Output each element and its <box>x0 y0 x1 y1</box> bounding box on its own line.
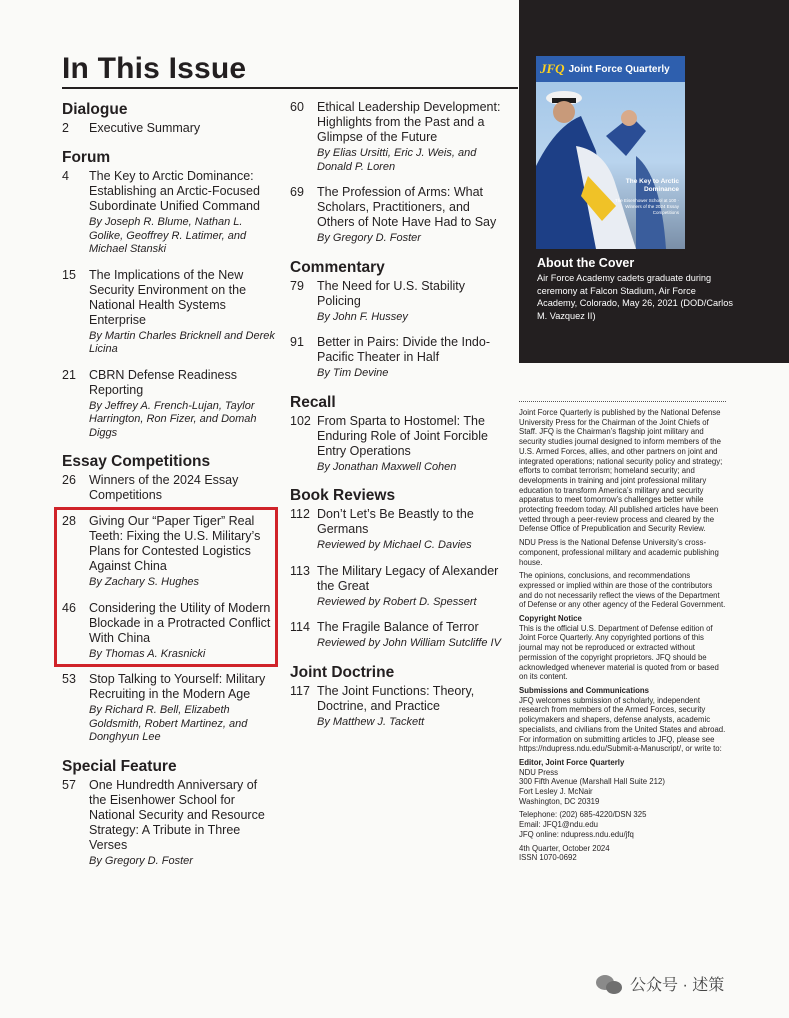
wechat-icon <box>596 973 624 995</box>
page-number: 114 <box>290 620 310 634</box>
page-number: 79 <box>290 278 304 293</box>
section-heading: Commentary <box>290 258 385 276</box>
entry-body <box>89 473 277 503</box>
article-title: Better in Pairs: Divide the Indo-Pacific Theater in Half <box>317 335 490 364</box>
page-number: 117 <box>290 683 310 698</box>
toc-entry[interactable] <box>290 507 505 553</box>
article-author: By Tim Devine <box>317 367 389 379</box>
article-author: By Jonathan Maxwell Cohen <box>317 460 457 473</box>
article-title: CBRN Defense Readiness Reporting <box>89 367 237 397</box>
section-heading: Recall <box>290 393 336 411</box>
editor-address <box>519 768 727 807</box>
toc-section <box>62 757 277 869</box>
submissions-text: JFQ welcomes submission of scholarly, independent research from members of the Armed Forces, security policymakers and shapers, defense analysts, academic specialists, and civilians from the United States and abroad. For information on submitting articles to JFQ, please see https://ndupress.ndu.edu/Submit-a-Manuscript/, or write to: <box>519 695 726 754</box>
section-heading: Dialogue <box>62 101 128 118</box>
toc-entry[interactable] <box>62 169 277 257</box>
toc-entry[interactable] <box>290 279 505 325</box>
colophon-disclaimer: The opinions, conclusions, and recommendations expressed or implied within are those of the contributors and do not necessarily reflect the views of the Department of Defense or any other agency of the Federal Government. <box>519 571 726 610</box>
toc-entry[interactable] <box>290 100 505 174</box>
title-rule <box>62 87 518 89</box>
toc-section <box>290 100 505 246</box>
toc-entry[interactable] <box>62 121 277 136</box>
entry-body <box>89 121 277 136</box>
toc-section <box>62 100 277 136</box>
entry-body <box>317 414 505 475</box>
section-heading: Special Feature <box>62 757 177 775</box>
colophon-intro: Joint Force Quarterly is published by the National Defense University Press for the Chairman of the Joint Chiefs of Staff. JFQ is the Chairman’s flagship joint military and security studies journal designed to inform members of the U.S. Armed Forces, allies, and other partners on joint and integrated operations; national security policy and strategy; efforts to combat terrorism; homeland security; and developments in training and joint professional military education to transform America’s military and security apparatus to meet tomorrow’s challenges better while protecting freedom today. All published articles have been vetted through a peer-review process and cleared by the Defense Office of Prepublication and Security Review. <box>519 408 723 534</box>
page-number: 112 <box>290 507 310 521</box>
toc-entry[interactable] <box>62 368 277 441</box>
submissions-heading: Submissions and Communications <box>519 685 649 695</box>
article-title: One Hundredth Anniversary of the Eisenhower School for National Security and Resource Strategy: A Tribute in Three Verses <box>89 777 265 852</box>
article-title: The Profession of Arms: What Scholars, Practitioners, and Others of Note Have Had to Say <box>317 185 497 229</box>
issn: ISSN 1070-0692 <box>519 853 577 863</box>
article-author: By Martin Charles Bricknell and Derek Licina <box>89 329 275 355</box>
entry-body <box>89 368 277 441</box>
colophon <box>519 408 727 867</box>
entry-body <box>317 335 505 381</box>
article-title: Ethical Leadership Development: Highlights from the Past and a Glimpse of the Future <box>317 100 501 144</box>
copyright-text: This is the official U.S. Department of Defense edition of Joint Force Quarterly. Any copyrighted portions of this journal may not be reproduced or extracted without permission of the copyright proprietors. JFQ should be acknowledged whenever material is quoted from or based on its content. <box>519 623 719 682</box>
copyright-heading: Copyright Notice <box>519 614 582 624</box>
entry-body <box>317 185 505 246</box>
entry-body <box>317 620 505 651</box>
about-cover-text: Air Force Academy cadets graduate during ceremony at Falcon Stadium, Air Force Academy, Colorado, May 26, 2021 (DOD/Carlos M. Vazquez II) <box>537 273 733 321</box>
toc-entry[interactable] <box>62 672 277 745</box>
article-author: By Richard R. Bell, Elizabeth Goldsmith, Robert Martinez, and Donghyun Lee <box>89 704 248 743</box>
page-number: 26 <box>62 473 76 487</box>
page-number: 2 <box>62 121 69 135</box>
address-line: Fort Lesley J. McNair <box>519 787 593 797</box>
article-title: Winners of the 2024 Essay Competitions <box>89 473 239 502</box>
highlight-box <box>54 507 278 667</box>
page-number: 15 <box>62 267 76 282</box>
entry-body <box>317 684 505 730</box>
cover-headline: The Key to Arctic Dominance <box>625 178 679 193</box>
page-number: 60 <box>290 100 304 114</box>
toc-entry[interactable] <box>290 335 505 381</box>
article-author: Reviewed by Robert D. Spessert <box>317 595 477 608</box>
editor-heading: Editor, Joint Force Quarterly <box>519 757 625 767</box>
article-title: Giving Our “Paper Tiger” Real Teeth: Fixing the U.S. Military’s Plans for Contested Logistics Against China <box>89 514 261 573</box>
contact-email: Email: JFQ1@ndu.edu <box>519 820 598 830</box>
editor-contact <box>519 810 727 839</box>
entry-body <box>89 169 277 257</box>
toc-entry[interactable] <box>62 473 277 503</box>
toc-entry[interactable] <box>290 185 505 246</box>
section-heading: Forum <box>62 149 111 166</box>
toc-section <box>290 258 505 381</box>
toc-entry[interactable] <box>290 684 505 730</box>
cover-image <box>536 56 685 249</box>
article-title: Executive Summary <box>89 121 201 135</box>
toc-entry[interactable] <box>62 268 277 357</box>
contact-website: JFQ online: ndupress.ndu.edu/jfq <box>519 829 634 839</box>
article-title: The Implications of the New Security Environment on the National Health Systems Enterprise <box>89 267 247 327</box>
toc-section <box>290 486 505 651</box>
colophon-ndu-press: NDU Press is the National Defense University’s cross-component, professional military and academic publishing house. <box>519 538 719 567</box>
article-title: The Fragile Balance of Terror <box>317 620 479 634</box>
article-author: By Zachary S. Hughes <box>89 576 200 588</box>
toc-middle-column <box>290 100 505 741</box>
article-title: The Joint Functions: Theory, Doctrine, and Practice <box>317 683 475 713</box>
page-number: 113 <box>290 563 310 578</box>
section-heading: Joint Doctrine <box>290 663 395 681</box>
article-author: By Matthew J. Tackett <box>317 715 425 728</box>
article-title: The Need for U.S. Stability Policing <box>317 278 465 308</box>
entry-body <box>89 672 277 745</box>
section-heading: Essay Competitions <box>62 453 211 470</box>
address-line: NDU Press <box>519 767 558 777</box>
toc-entry[interactable] <box>290 620 505 651</box>
cover-subline: The Eisenhower School at 100 · Winners of the 2024 Essay Competitions <box>614 198 679 215</box>
article-author: By Elias Ursitti, Eric J. Weis, and Donald P. Loren <box>317 147 477 173</box>
page-number: 46 <box>62 600 76 615</box>
entry-body <box>89 268 277 357</box>
cover-logo: JFQ <box>540 61 565 76</box>
page-number: 57 <box>62 777 76 792</box>
page-title: In This Issue <box>62 52 247 85</box>
toc-entry[interactable] <box>290 564 505 610</box>
toc-entry[interactable] <box>62 778 277 869</box>
page-number: 102 <box>290 413 311 428</box>
entry-body <box>317 279 505 325</box>
article-title: From Sparta to Hostomel: The Enduring Role of Joint Forcible Entry Operations <box>317 413 488 458</box>
entry-body <box>89 778 277 869</box>
contact-phone: Telephone: (202) 685-4220/DSN 325 <box>519 810 647 820</box>
article-title: Considering the Utility of Modern Blockade in a Protracted Conflict With China <box>89 600 271 645</box>
toc-left-column <box>62 100 277 880</box>
colophon-divider <box>519 401 726 402</box>
issue-info <box>519 844 727 863</box>
article-author: By Thomas A. Krasnicki <box>89 647 206 660</box>
page-number: 21 <box>62 367 76 382</box>
article-author: By Jeffrey A. French-Lujan, Taylor Harrington, Ron Fizer, and Domah Diggs <box>89 399 257 439</box>
page-number: 53 <box>62 672 76 686</box>
article-author: Reviewed by John William Sutcliffe IV <box>317 637 501 649</box>
article-title: Stop Talking to Yourself: Military Recruiting in the Modern Age <box>89 672 266 701</box>
article-title: The Key to Arctic Dominance: Establishing an Arctic-Focused Subordinate Unified Command <box>89 169 260 213</box>
toc-section <box>290 393 505 475</box>
cadets-photo <box>536 56 685 249</box>
about-cover-heading: About the Cover <box>537 256 635 270</box>
watermark-text: 公众号 · 述策 <box>630 977 725 994</box>
entry-body <box>317 564 505 610</box>
article-author: By Gregory D. Foster <box>89 854 193 867</box>
article-title: The Military Legacy of Alexander the Great <box>317 563 499 593</box>
cover-name: Joint Force Quarterly <box>568 63 670 75</box>
article-author: By Joseph R. Blume, Nathan L. Golike, Geoffrey R. Latimer, and Michael Stanski <box>89 216 247 255</box>
article-author: By John F. Hussey <box>317 310 408 323</box>
article-author: By Gregory D. Foster <box>317 232 421 244</box>
issue-date: 4th Quarter, October 2024 <box>519 843 610 853</box>
entry-body <box>317 507 505 553</box>
page-number: 28 <box>62 514 76 528</box>
section-heading: Book Reviews <box>290 487 396 504</box>
address-line: 300 Fifth Avenue (Marshall Hall Suite 212) <box>519 777 665 787</box>
article-title: Don’t Let’s Be Beastly to the Germans <box>317 507 474 536</box>
entry-body <box>317 100 505 174</box>
watermark <box>596 972 724 995</box>
page-number: 4 <box>62 169 69 183</box>
page-number: 69 <box>290 185 304 199</box>
toc-section <box>62 148 277 440</box>
article-author: Reviewed by Michael C. Davies <box>317 539 472 551</box>
toc-entry[interactable] <box>290 414 505 475</box>
page-number: 91 <box>290 335 304 349</box>
address-line: Washington, DC 20319 <box>519 796 600 806</box>
toc-section <box>290 663 505 730</box>
